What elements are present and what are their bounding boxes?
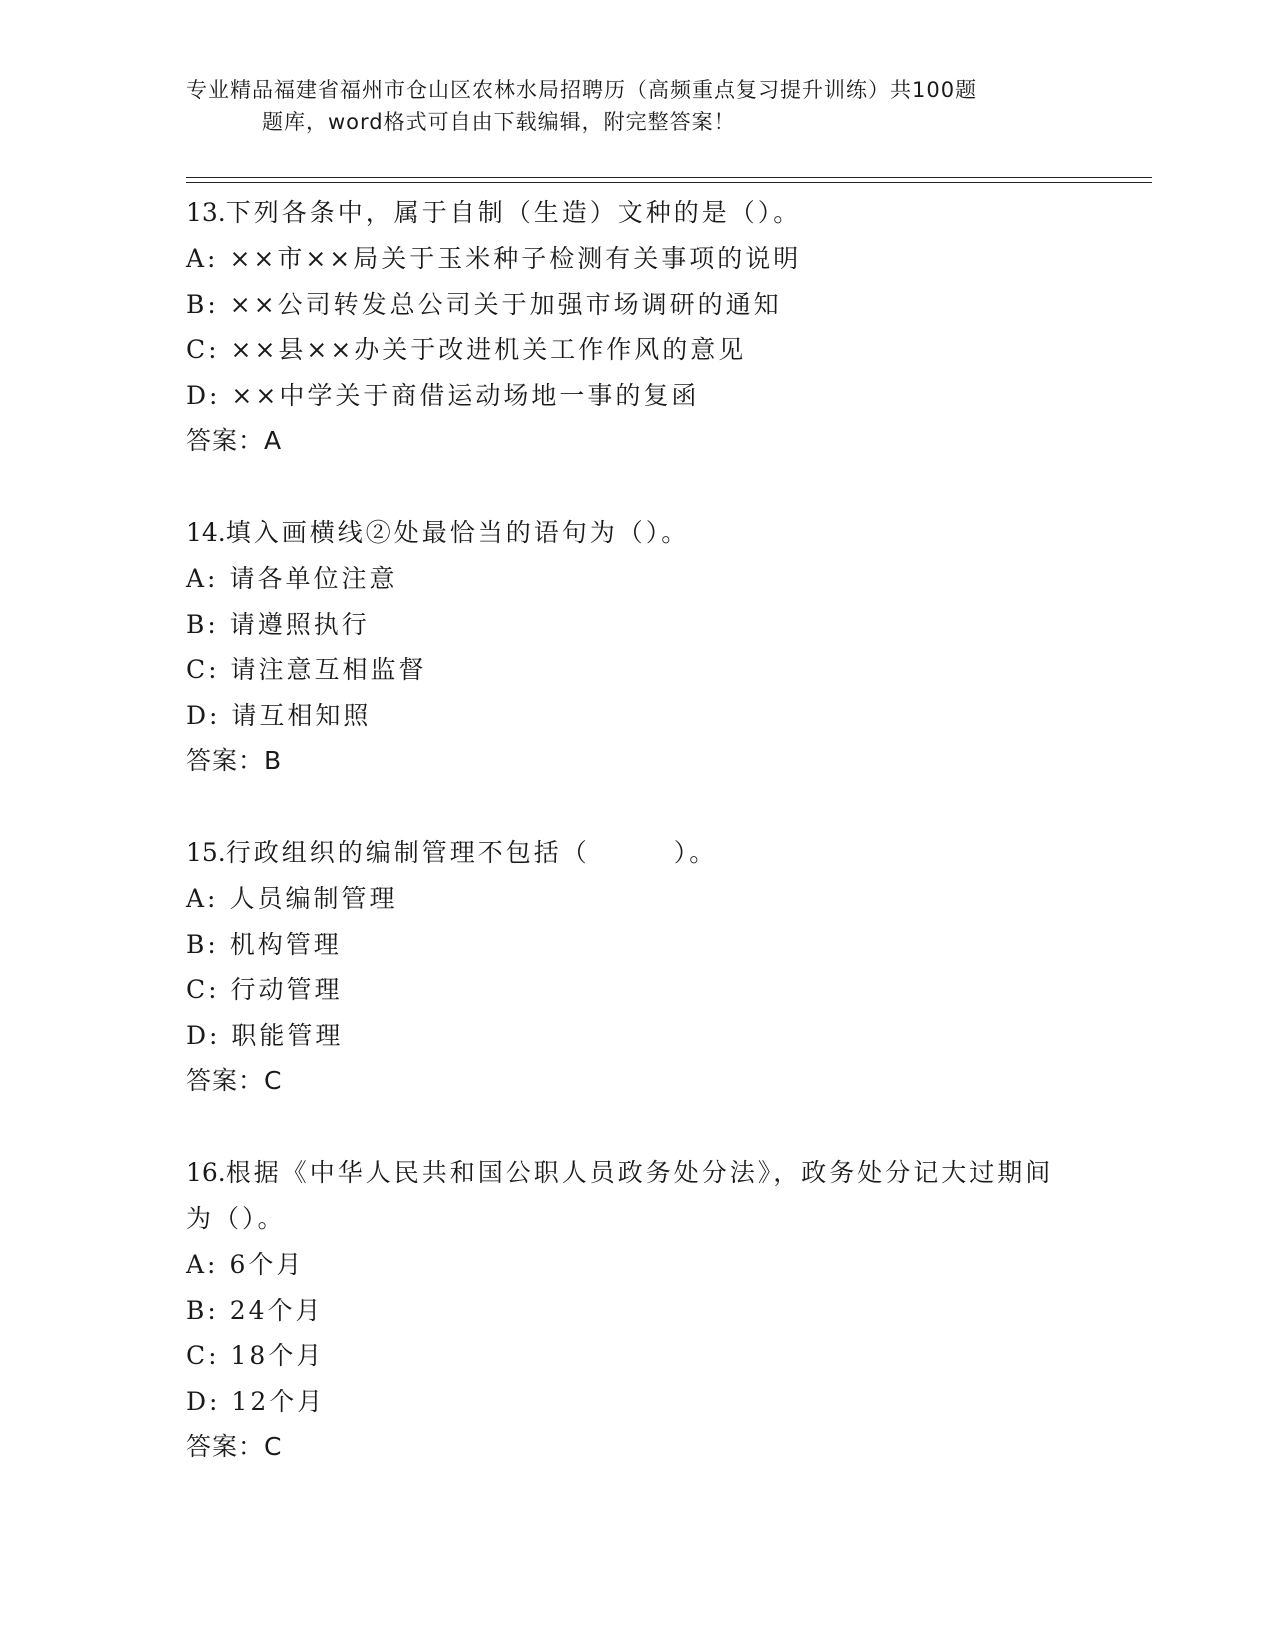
option-c [186,967,1146,1013]
document-header [186,74,1086,138]
option-key: A: [186,1250,219,1279]
option-key: C: [186,335,220,364]
answer-line: 答案：C [186,1066,283,1095]
option-key: A: [186,564,219,593]
option-d [186,1379,1146,1425]
option-text: 机构管理 [229,929,342,959]
question-list [186,190,1146,1516]
question-13 [186,190,1146,464]
question-text: 行政组织的编制管理不包括（ ）。 [225,838,718,867]
question-stem [186,830,1146,876]
header-divider-top [186,177,1152,178]
option-text: 请互相知照 [231,700,372,730]
option-a [186,236,1146,282]
option-text: 18个月 [230,1341,325,1370]
option-key: A: [186,884,219,913]
header-divider-bottom [186,182,1152,183]
option-text: 请各单位注意 [229,564,398,593]
option-d [186,1013,1146,1059]
option-key: C: [186,655,220,684]
option-key: D: [186,380,221,410]
question-text: 下列各条中，属于自制（生造）文种的是（）。 [225,198,802,227]
answer-line: 答案：A [186,426,283,455]
option-key: C: [186,975,220,1004]
option-c [186,647,1146,693]
question-number: 15. [186,838,226,867]
option-key: B: [186,1295,219,1325]
option-a [186,556,1146,602]
question-16 [186,1150,1146,1470]
question-number: 13. [186,198,226,227]
question-stem [186,190,1146,236]
option-b [186,1288,1146,1334]
option-text: ××公司转发总公司关于加强市场调研的通知 [229,289,782,319]
option-b [186,282,1146,328]
option-key: B: [186,289,219,319]
option-a [186,1242,1146,1288]
header-title-line-2: 题库，word格式可自由下载编辑，附完整答案！ [262,110,736,134]
option-text: ××县××办关于改进机关工作作风的意见 [230,335,747,364]
option-text: 24个月 [229,1295,324,1325]
answer-line: 答案：C [186,1432,283,1461]
option-text: ××中学关于商借运动场地一事的复函 [231,380,700,410]
option-text: ××市××局关于玉米种子检测有关事项的说明 [229,244,802,273]
option-text: 人员编制管理 [229,884,398,913]
option-key: D: [186,1020,221,1050]
option-key: A: [186,244,219,273]
option-c [186,1333,1146,1379]
option-key: B: [186,609,219,639]
option-text: 职能管理 [231,1020,344,1050]
question-text: 填入画横线②处最恰当的语句为（）。 [225,518,690,547]
question-15 [186,830,1146,1104]
option-text: 12个月 [231,1386,326,1416]
header-title-line-1: 专业精品福建省福州市仓山区农林水局招聘历（高频重点复习提升训练）共100题 [186,78,978,102]
option-d [186,373,1146,419]
option-text: 请注意互相监督 [230,655,427,684]
answer-line: 答案：B [186,746,283,775]
option-b [186,602,1146,648]
question-stem [186,510,1146,556]
option-c [186,327,1146,373]
option-text: 6个月 [229,1250,305,1279]
option-a [186,876,1146,922]
option-key: C: [186,1341,220,1370]
question-14 [186,510,1146,784]
option-key: D: [186,1386,221,1416]
option-d [186,693,1146,739]
option-key: B: [186,929,219,959]
option-text: 请遵照执行 [229,609,370,639]
option-key: D: [186,700,221,730]
question-number: 16. [186,1158,226,1187]
question-stem [186,1150,1066,1242]
option-b [186,922,1146,968]
question-text: 根据《中华人民共和国公职人员政务处分法》，政务处分记大过期间为（）。 [186,1158,1054,1233]
question-number: 14. [186,518,226,547]
option-text: 行动管理 [230,975,343,1004]
